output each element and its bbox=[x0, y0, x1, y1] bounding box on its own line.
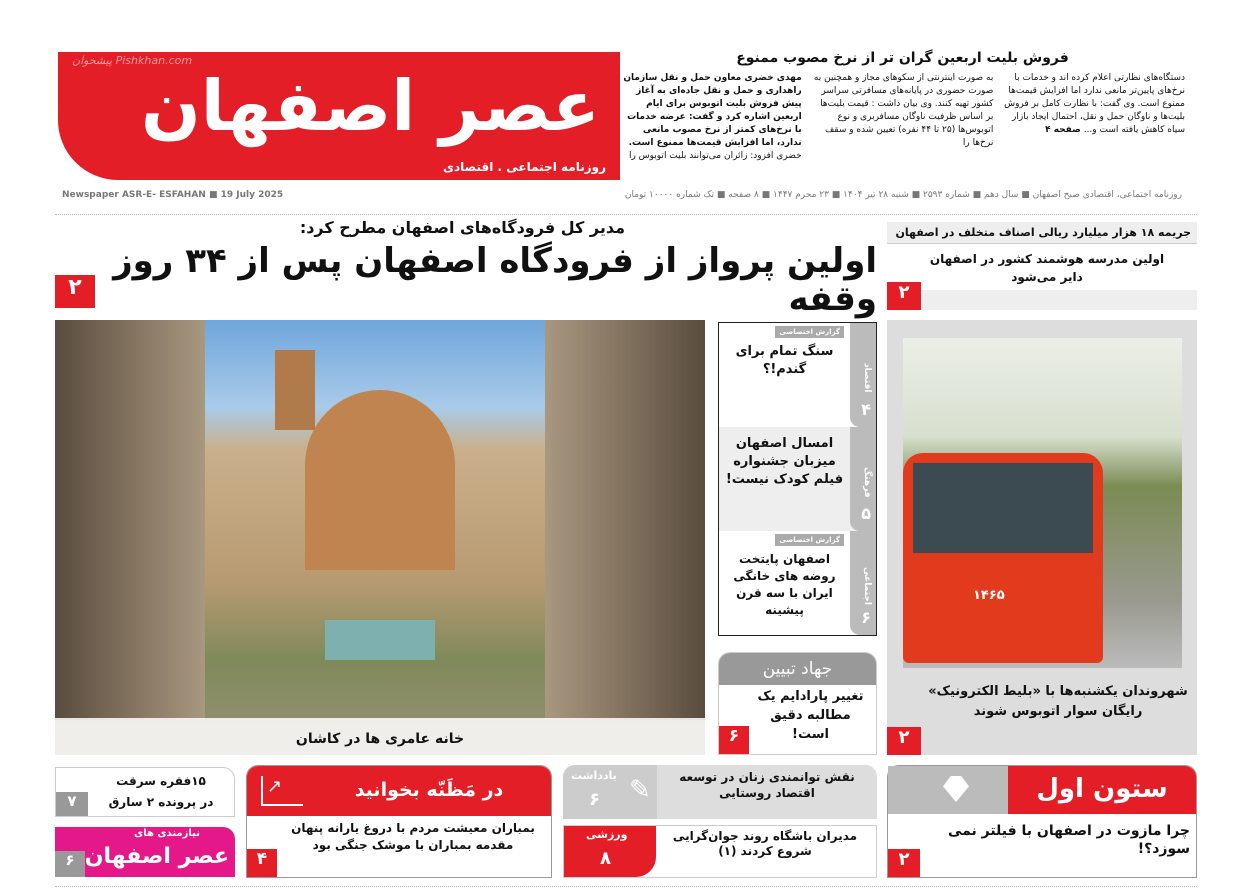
side-item[interactable]: گزارش اختصاصی اقتصاد ۴ سنگ تمام برای گندم!؟ bbox=[719, 323, 876, 427]
main-kicker: مدیر کل فرودگاه‌های اصفهان مطرح کرد: bbox=[299, 218, 625, 237]
read-header: در مَظَنّه بخوانید bbox=[354, 779, 504, 801]
top-story-col-3: دستگاه‌های نظارتی اعلام کرده اند و خدمات با نرخ‌های پایین‌تر مانعی ندارد اما افزایش قیمت‌ها ممنوع است. وی گفت: با نظارت کامل بر فروش بلیت‌ها و ناوگان حمل و نقل، احتمال ایجاد بازار سیاه کاهش یافته است و... صفحه ۴ bbox=[1004, 73, 1186, 135]
note-page: ۶ bbox=[589, 789, 600, 810]
brief-sub: اولین مدرسه هوشمند کشور در اصفهان دایر می‌شود bbox=[887, 244, 1197, 290]
top-story-body bbox=[620, 72, 1185, 163]
note-box[interactable] bbox=[563, 765, 877, 819]
section-tab: فرهنگ bbox=[850, 427, 876, 531]
feather-icon: ✎ bbox=[629, 775, 651, 805]
jahad-text: تغییر پارادایم یک مطالبه دقیق است! bbox=[757, 689, 864, 742]
page-badge: ۶ bbox=[719, 726, 749, 754]
side-item[interactable]: فرهنگ ۵ امسال اصفهان میزبان جشنواره فیلم کودک نیست! bbox=[719, 427, 876, 531]
masthead-logo bbox=[58, 52, 620, 180]
bus-caption: شهروندان یکشنبه‌ها با «بلیط الکترونیک» رایگان سوار اتوبوس شوند bbox=[928, 684, 1188, 719]
side-column bbox=[718, 322, 877, 636]
ads-small: نیازمندی های bbox=[134, 828, 200, 839]
page-badge: ۲ bbox=[887, 282, 921, 310]
issue-info-en: Newspaper ASR-E- ESFAHAN ■ 19 July 2025 bbox=[62, 190, 284, 200]
note-section: یادداشت bbox=[571, 769, 617, 782]
page-badge: ۶ bbox=[55, 851, 85, 877]
sport-text: مدیران باشگاه روند جوان‌گرایی شروع کردند (۱) bbox=[672, 829, 858, 858]
first-column-header: ستون اول bbox=[1008, 766, 1196, 814]
page-ref: صفحه ۴ bbox=[1045, 125, 1081, 135]
main-headline[interactable]: اولین پرواز از فرودگاه اصفهان پس از ۳۴ روز وقفه bbox=[113, 241, 877, 319]
theft-text: ۱۵فقره سرقت در پرونده ۲ سارق bbox=[108, 774, 214, 809]
issue-info: روزنامه اجتماعی، اقتصادی صبح اصفهان ■ سال دهم ■ شماره ۲۵۹۳ ■ شنبه ۲۸ تیر ۱۴۰۴ ■ ۲۳ محرم ۱۴۴۷ ■ ۸ صفحه ■ تک شماره ۱۰۰۰۰ تومان bbox=[624, 190, 1182, 200]
first-column-box[interactable] bbox=[887, 765, 1197, 878]
top-story-col-1: مهدی خضری معاون حمل و نقل سازمان راهداری و حمل و نقل جاده‌ای به آغاز پیش فروش بلیت اتوبوس برای ایام اربعین اشاره کرد و گفت: عرضه خدمات با نرخ‌های کمتر از نرخ مصوب مانعی ندارد، اما افزایش قیمت‌ها ممنوع است. خضری افزود: زائران می‌توانند بلیت اتوبوس را bbox=[623, 73, 802, 161]
jahad-header: جهاد تبیین bbox=[719, 653, 876, 685]
read-box[interactable] bbox=[246, 765, 552, 878]
side-item[interactable]: گزارش اختصاصی اجتماعی ۶ اصفهان پایتخت روضه های خانگی ایران با سه قرن پیشینه bbox=[719, 531, 876, 635]
top-story-title: فروش بلیت اربعین گران تر از نرخ مصوب ممنوع bbox=[736, 50, 1069, 66]
brief-box[interactable] bbox=[887, 222, 1197, 310]
brief-title: جریمه ۱۸ هزار میلیارد ریالی اصناف متخلف در اصفهان bbox=[887, 222, 1197, 244]
logo-name: عصر اصفهان bbox=[141, 65, 600, 147]
ads-box[interactable] bbox=[55, 827, 235, 877]
page-badge: ۴ bbox=[247, 849, 277, 877]
page-badge: ۲ bbox=[888, 849, 920, 877]
section-tab: اقتصاد bbox=[850, 323, 876, 427]
sport-section: ورزشی bbox=[586, 828, 628, 841]
bus-number: ۱۴۶۵ bbox=[973, 588, 1005, 603]
divider bbox=[55, 886, 1197, 887]
page-badge: ۲ bbox=[887, 727, 921, 755]
watermark: پیشخوان Pishkhan.com bbox=[72, 54, 193, 67]
top-story-col-2: به صورت اینترنتی از سکوهای مجاز و همچنین به صورت حضوری در پایانه‌های مسافرتی سراسر کشور تهیه کنند. وی بیان داشت : قیمت بلیت‌ها بر اساس ظرفیت ناوگان مسافربری و نوع اتوبوس‌ها (۲۵ تا ۴۴ نفره) تعیین شده و سقف نرخ‌ها را bbox=[813, 73, 994, 148]
theft-box[interactable] bbox=[55, 767, 235, 817]
page-badge: ۷ bbox=[56, 792, 88, 816]
main-page-badge: ۲ bbox=[55, 275, 95, 308]
main-photo bbox=[55, 320, 705, 755]
trend-chart-icon: ↗ bbox=[261, 776, 303, 806]
logo-subtitle: روزنامه اجتماعی . اقتصادی bbox=[443, 160, 606, 174]
jahad-box[interactable] bbox=[718, 652, 877, 755]
note-text: نقش توانمندی زنان در توسعه اقتصاد روستایی bbox=[657, 765, 877, 819]
bus-photo bbox=[903, 338, 1182, 668]
read-text: بمباران معیشت مردم با دروغ یارانه پنهان مقدمه بمباران با موشک جنگی بود bbox=[291, 821, 535, 852]
section-tab: اجتماعی bbox=[850, 531, 876, 635]
sport-page: ۸ bbox=[600, 848, 611, 869]
sport-box[interactable] bbox=[563, 825, 877, 878]
ads-big: عصر اصفهان bbox=[84, 844, 229, 869]
bus-story[interactable] bbox=[887, 320, 1197, 755]
first-column-text: چرا مازوت در اصفهان با فیلتر نمی سوزد؟! bbox=[947, 823, 1190, 857]
divider bbox=[55, 214, 1197, 215]
main-caption: خانه عامری ها در کاشان bbox=[295, 731, 465, 747]
